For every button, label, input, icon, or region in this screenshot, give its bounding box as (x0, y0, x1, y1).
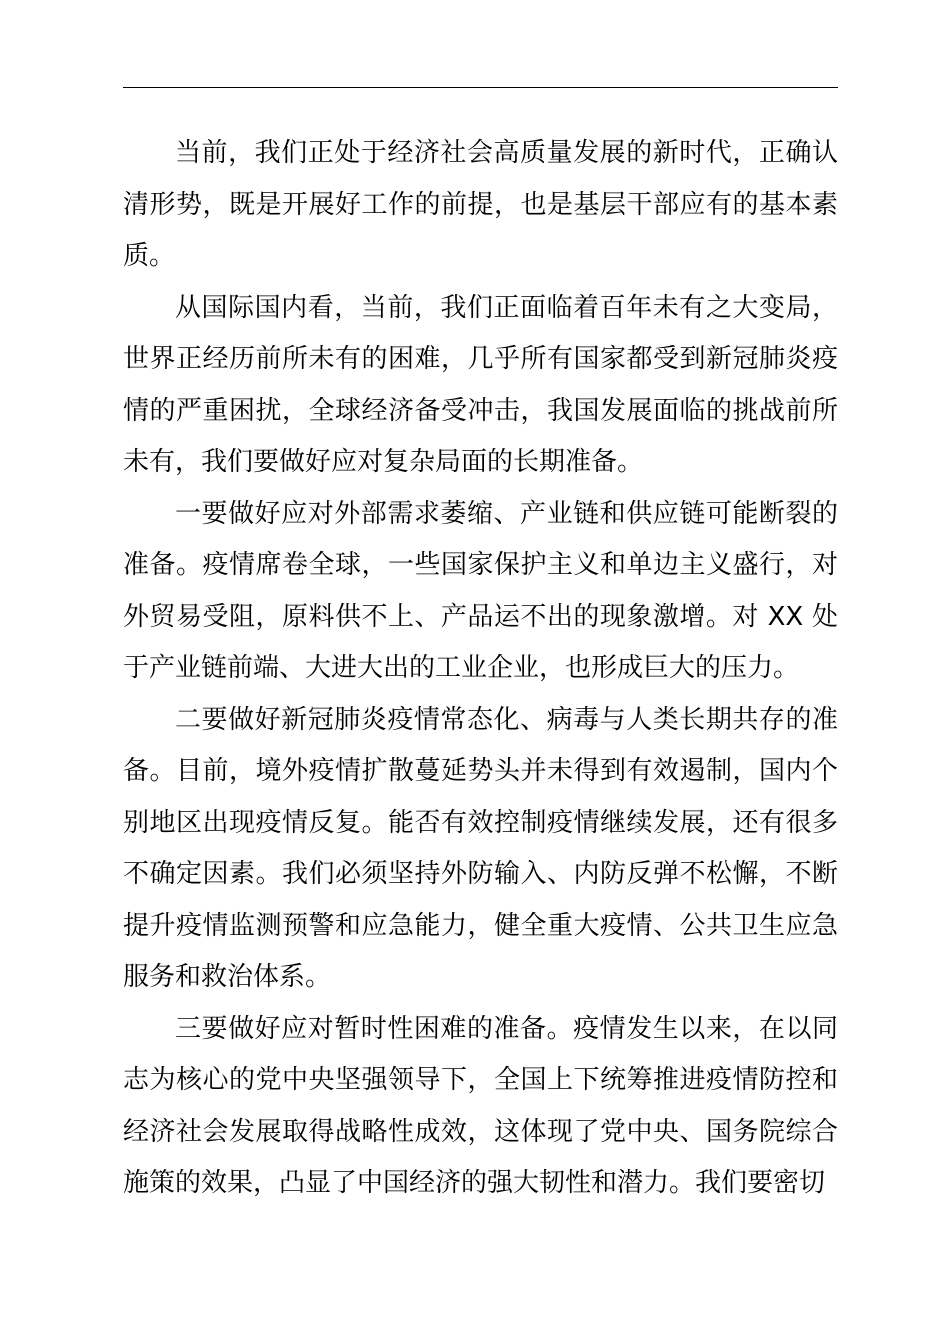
paragraph-3: 一要做好应对外部需求萎缩、产业链和供应链可能断裂的准备。疫情席卷全球，一些国家保护主义和单边主义盛行，对外贸易受阻，原料供不上、产品运不出的现象激增。对 XX 处于产业链前端、大进大出的工业企业，也形成巨大的压力。 (123, 498, 838, 683)
header-rule (123, 87, 838, 88)
body-text (123, 128, 838, 1210)
paragraph-4: 二要做好新冠肺炎疫情常态化、病毒与人类长期共存的准备。目前，境外疫情扩散蔓延势头并未得到有效遏制，国内个别地区出现疫情反复。能否有效控制疫情继续发展，还有很多不确定因素。我们必须坚持外防输入、内防反弹不松懈，不断提升疫情监测预警和应急能力，健全重大疫情、公共卫生应急服务和救治体系。 (123, 704, 838, 992)
paragraph-2: 从国际国内看，当前，我们正面临着百年未有之大变局，世界正经历前所未有的困难，几乎所有国家都受到新冠肺炎疫情的严重困扰，全球经济备受冲击，我国发展面临的挑战前所未有，我们要做好应对复杂局面的长期准备。 (123, 292, 838, 477)
paragraph-1: 当前，我们正处于经济社会高质量发展的新时代，正确认清形势，既是开展好工作的前提，也是基层干部应有的基本素质。 (123, 138, 838, 271)
paragraph-5: 三要做好应对暂时性困难的准备。疫情发生以来，在以同志为核心的党中央坚强领导下，全国上下统筹推进疫情防控和经济社会发展取得战略性成效，这体现了党中央、国务院综合施策的效果，凸显了中国经济的强大韧性和潜力。我们要密切 (123, 1013, 838, 1198)
